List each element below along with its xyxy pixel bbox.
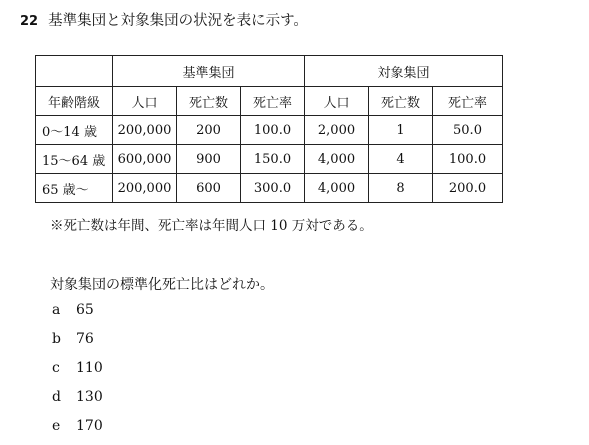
standard-deaths-cell: 200 — [177, 116, 241, 145]
group-header-row — [36, 56, 503, 87]
standard-population-cell: 600,000 — [113, 145, 177, 174]
target-death-rate-cell: 200.0 — [433, 174, 503, 203]
question-prompt: 対象集団の標準化死亡比はどれか。 — [50, 277, 274, 293]
age-group-cell: 15〜64 歳 — [36, 145, 113, 174]
answer-choice-d[interactable] — [52, 387, 103, 416]
table-row — [36, 174, 503, 203]
group-header-standard: 基準集団 — [113, 56, 305, 87]
column-header-standard-death-rate: 死亡率 — [241, 87, 305, 116]
choice-letter: d — [52, 389, 61, 405]
answer-choices — [52, 300, 103, 445]
column-header-age-group: 年齢階級 — [36, 87, 113, 116]
group-header-target: 対象集団 — [305, 56, 503, 87]
empty-corner-cell — [36, 56, 113, 87]
choice-letter: a — [52, 302, 61, 318]
age-group-cell: 65 歳〜 — [36, 174, 113, 203]
question-title: 基準集団と対象集団の状況を表に示す。 — [48, 13, 308, 29]
target-deaths-cell: 4 — [369, 145, 433, 174]
question-number: 22 — [20, 14, 39, 29]
answer-choice-a[interactable] — [52, 300, 103, 329]
target-population-cell: 4,000 — [305, 174, 369, 203]
target-death-rate-cell: 100.0 — [433, 145, 503, 174]
column-header-standard-population: 人口 — [113, 87, 177, 116]
population-table — [35, 55, 503, 203]
target-population-cell: 4,000 — [305, 145, 369, 174]
standard-deaths-cell: 600 — [177, 174, 241, 203]
target-deaths-cell: 8 — [369, 174, 433, 203]
target-deaths-cell: 1 — [369, 116, 433, 145]
table-row — [36, 116, 503, 145]
choice-letter: c — [52, 360, 60, 376]
standard-deaths-cell: 900 — [177, 145, 241, 174]
table-note: ※死亡数は年間、死亡率は年間人口 10 万対である。 — [50, 218, 373, 234]
standard-population-cell: 200,000 — [113, 116, 177, 145]
column-header-standard-deaths: 死亡数 — [177, 87, 241, 116]
column-header-target-deaths: 死亡数 — [369, 87, 433, 116]
answer-choice-b[interactable] — [52, 329, 103, 358]
standard-population-cell: 200,000 — [113, 174, 177, 203]
age-group-cell: 0〜14 歳 — [36, 116, 113, 145]
choice-value: 110 — [76, 360, 103, 376]
standard-death-rate-cell: 150.0 — [241, 145, 305, 174]
choice-value: 76 — [76, 331, 94, 347]
choice-value: 65 — [76, 302, 94, 318]
target-death-rate-cell: 50.0 — [433, 116, 503, 145]
choice-value: 170 — [76, 418, 103, 434]
table-row — [36, 145, 503, 174]
standard-death-rate-cell: 100.0 — [241, 116, 305, 145]
column-header-target-population: 人口 — [305, 87, 369, 116]
column-header-target-death-rate: 死亡率 — [433, 87, 503, 116]
answer-choice-c[interactable] — [52, 358, 103, 387]
column-header-row — [36, 87, 503, 116]
question-header — [20, 9, 308, 30]
answer-choice-e[interactable] — [52, 416, 103, 445]
choice-letter: e — [52, 418, 61, 434]
target-population-cell: 2,000 — [305, 116, 369, 145]
standard-death-rate-cell: 300.0 — [241, 174, 305, 203]
choice-value: 130 — [76, 389, 103, 405]
choice-letter: b — [52, 331, 61, 347]
